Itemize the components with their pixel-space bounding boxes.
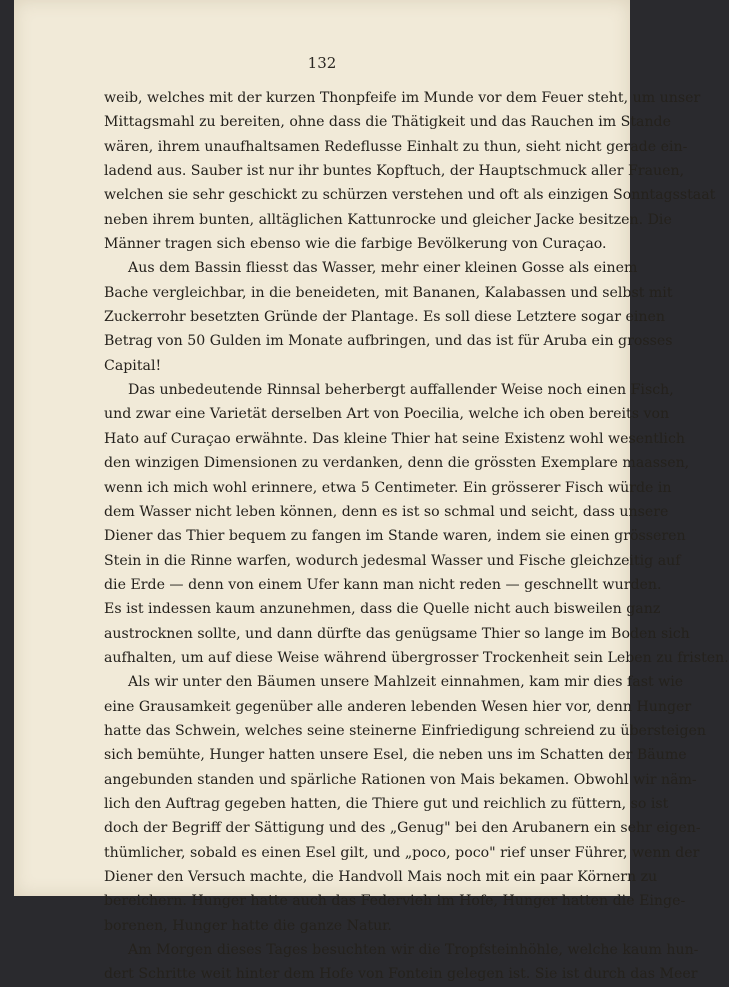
text-line: Diener das Thier bequem zu fangen im Stande waren, indem sie einen grösseren — [104, 528, 686, 545]
text-line: Als wir unter den Bäumen unsere Mahlzeit einnahmen, kam mir dies fast wie — [128, 674, 684, 691]
text-line: angebunden standen und spärliche Rationen von Mais bekamen. Obwohl wir näm- — [104, 771, 697, 788]
text-line: Am Morgen dieses Tages besuchten wir die Tropfsteinhöhle, welche kaum hun- — [128, 942, 699, 959]
text-line: Hato auf Curaçao erwähnte. Das kleine Thier hat seine Existenz wohl wesentlich — [104, 430, 685, 447]
text-line: den winzigen Dimensionen zu verdanken, denn die grössten Exemplare maassen, — [104, 455, 690, 472]
text-line: Das unbedeutende Rinnsal beherbergt auffallender Weise noch einen Fisch, — [128, 382, 674, 399]
text-line: austrocknen sollte, und dann dürfte das genügsame Thier so lange im Boden sich — [104, 625, 690, 642]
text-line: Capital! — [104, 357, 162, 374]
text-line: eine Grausamkeit gegenüber alle anderen lebenden Wesen hier vor, denn Hunger — [104, 698, 692, 715]
text-line: dem Wasser nicht leben können, denn es ist so schmal und seicht, dass unsere — [104, 503, 669, 520]
book-page — [14, 0, 729, 983]
text-line: und zwar eine Varietät derselben Art von Poecilia, welche ich oben bereits von — [104, 406, 670, 423]
text-line: wenn ich mich wohl erinnere, etwa 5 Centimeter. Ein grösserer Fisch würde in — [104, 479, 672, 496]
body-text — [104, 86, 729, 987]
text-line: dert Schritte weit hinter dem Hofe von Fontein gelegen ist. Sie ist durch das Meer — [104, 966, 698, 983]
text-line: die Erde — denn von einem Ufer kann man nicht reden — geschnellt wurden. — [104, 576, 662, 593]
page-number: 132 — [307, 54, 337, 72]
text-line: Bache vergleichbar, in die beneideten, mit Bananen, Kalabassen und selbst mit — [104, 284, 673, 301]
scan-border — [0, 0, 14, 896]
text-line: wären, ihrem unaufhaltsamen Redeflusse Einhalt zu thun, sieht nicht gerade ein- — [104, 138, 688, 155]
text-line: Diener den Versuch machte, die Handvoll Mais noch mit ein paar Körnern zu — [104, 869, 658, 885]
text-line: thümlicher, sobald es einen Esel gilt, und „poco, poco" rief unser Führer, wenn der — [104, 844, 700, 861]
text-line: borenen, Hunger hatte die ganze Natur. — [104, 917, 392, 934]
text-line: Männer tragen sich ebenso wie die farbige Bevölkerung von Curaçao. — [104, 236, 607, 253]
text-line: doch der Begriff der Sättigung und des „Genug" bei den Arubanern ein sehr eigen- — [104, 820, 701, 837]
text-line: Aus dem Bassin fliesst das Wasser, mehr einer kleinen Gosse als einem — [128, 260, 638, 277]
text-line: weib, welches mit der kurzen Thonpfeife im Munde vor dem Feuer steht, um unser — [104, 90, 701, 106]
text-line: bereichern. Hunger hatte auch das Federvieh im Hofe, Hunger hatten die Einge- — [104, 893, 686, 910]
text-line: Mittagsmahl zu bereiten, ohne dass die Thätigkeit und das Rauchen im Stande — [104, 114, 671, 131]
text-line: Stein in die Rinne warfen, wodurch jedesmal Wasser und Fische gleichzeitig auf — [104, 552, 681, 569]
text-line: neben ihrem bunten, alltäglichen Kattunrocke und gleicher Jacke besitzen. Die — [104, 211, 672, 228]
text-line: welchen sie sehr geschickt zu schürzen verstehen und oft als einzigen Sonntagsstaat — [104, 187, 716, 204]
text-line: aufhalten, um auf diese Weise während übergrosser Trockenheit sein Leben zu fristen. — [104, 649, 729, 666]
text-line: Zuckerrohr besetzten Gründe der Plantage. Es soll diese Letztere sogar einen — [104, 309, 665, 326]
text-line: hatte das Schwein, welches seine steinerne Einfriedigung schreiend zu übersteigen — [104, 722, 706, 739]
text-line: lich den Auftrag gegeben hatten, die Thiere gut und reichlich zu füttern, so ist — [104, 795, 669, 812]
text-line: ladend aus. Sauber ist nur ihr buntes Kopftuch, der Hauptschmuck aller Frauen, — [104, 163, 685, 180]
text-line: Betrag von 50 Gulden im Monate aufbringen, und das ist für Aruba ein grosses — [104, 333, 673, 350]
text-line: sich bemühte, Hunger hatten unsere Esel, die neben uns im Schatten der Bäume — [104, 747, 687, 764]
text-line: Es ist indessen kaum anzunehmen, dass die Quelle nicht auch bisweilen ganz — [104, 601, 661, 618]
